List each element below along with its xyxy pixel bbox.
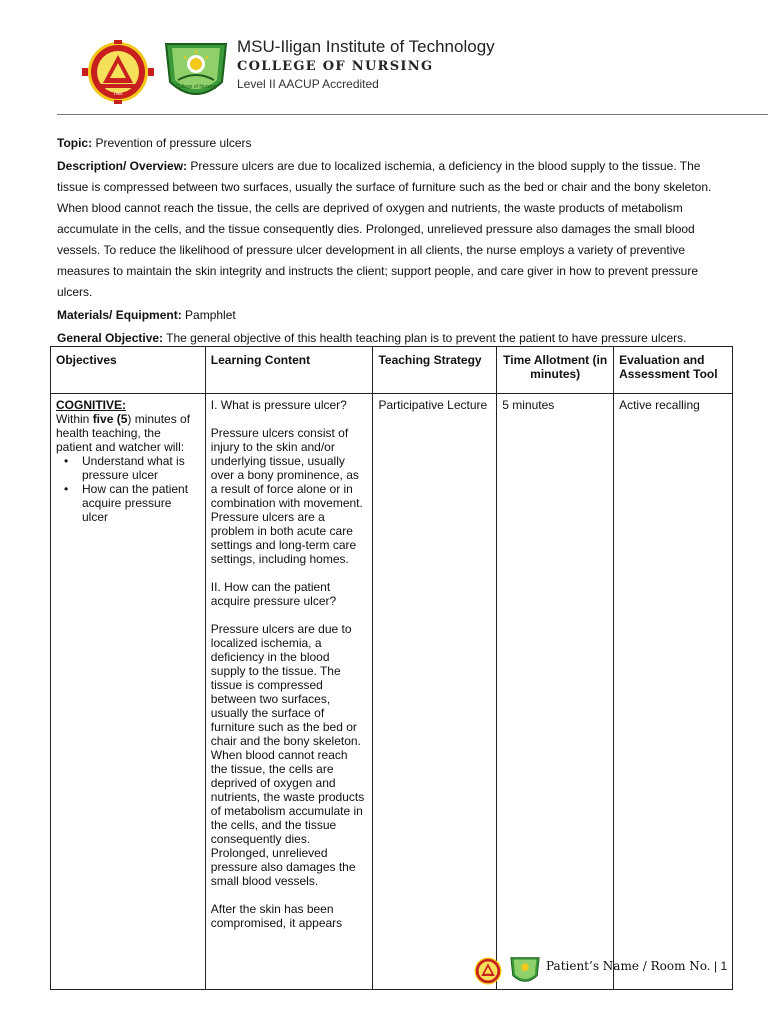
list-item: • Understand what is pressure ulcer [78, 454, 200, 482]
plan-overview [57, 133, 727, 351]
content-heading-1: I. What is pressure ulcer? [210, 398, 347, 412]
header-learning-content: Learning Content [205, 347, 373, 394]
seal-motto-text: College of Nursing [175, 84, 217, 90]
institution-name: MSU-Iligan Institute of Technology [237, 37, 495, 56]
learning-content-cell [205, 394, 373, 990]
header-objectives: Objectives [51, 347, 206, 394]
general-objective-label: General Objective: [57, 331, 164, 345]
objective-intro-pre: Within [56, 412, 90, 426]
content-paragraph-2: Pressure ulcers are due to localized ischemia, a deficiency in the blood supply to the tissue. The tissue is compressed between two surfaces, usually the surface of furniture such as the bed or chair and the bony skeleton. When blood cannot reach the tissue, the cells are deprived of oxygen and nutrients, the waste products of metabolism accumulate in the cells, and the tissue consequently dies. Prolonged, unrelieved pressure also damages the small blood vessels. [210, 622, 365, 888]
objectives-cell [51, 394, 206, 990]
footer-msu-iit-seal-icon [470, 956, 506, 986]
cognitive-label: COGNITIVE: [56, 398, 127, 412]
teaching-plan-table [50, 346, 733, 990]
time-allotment-cell: 5 minutes [497, 394, 614, 990]
footer-patient-label: Patient’s Name / Room No. [546, 959, 711, 973]
page-header [0, 0, 768, 114]
content-heading-2: II. How can the patient acquire pressure ulcer? [210, 580, 337, 608]
teaching-strategy-cell: Participative Lecture [373, 394, 497, 990]
materials-label: Materials/ Equipment: [57, 308, 182, 322]
objective-intro-duration: five (5 [92, 412, 128, 426]
general-objective-value: The general objective of this health teaching plan is to prevent the patient to have pressure ulcers. [166, 331, 687, 345]
description-value: Pressure ulcers are due to localized ischemia, a deficiency in the blood supply to the tissue. The tissue is compressed between two surfaces, usually the surface of furniture such as the bed or chair and the bony skeleton. When blood cannot reach the tissue, the cells are deprived of oxygen and nutrients, the waste products of metabolism accumulate in the cells, and the tissue consequently dies. Prolonged, unrelieved pressure also damages the small blood vessels. To reduce the likelihood of pressure ulcer development in all clients, the nurse employs a variety of preventive measures to maintain the skin integrity and instructs the client; support people, and care giver in how to prevent pressure ulcers. [57, 159, 712, 299]
evaluation-cell: Active recalling [614, 394, 733, 990]
objective-intro [56, 412, 200, 454]
description-label: Description/ Overview: [57, 159, 188, 173]
header-divider [57, 114, 768, 115]
objective-intro-post: ) minutes of health teaching, the patient and watcher will: [56, 412, 191, 454]
page-number: | 1 [714, 959, 728, 973]
college-of-nursing-seal-icon [160, 36, 232, 104]
objective-list [56, 454, 200, 524]
header-teaching-strategy: Teaching Strategy [373, 347, 497, 394]
accreditation-text: Level II AACUP Accredited [237, 77, 379, 91]
college-name: COLLEGE OF NURSING [237, 59, 434, 74]
footer-nursing-seal-icon [508, 954, 542, 986]
header-time-allotment: Time Allotment (in minutes) [497, 347, 614, 394]
header-evaluation-tool: Evaluation and Assessment Tool [614, 347, 733, 394]
topic-line [57, 133, 727, 154]
topic-label: Topic: [57, 136, 93, 150]
seal-year-text: 1968 [113, 91, 123, 96]
table-row [51, 394, 733, 990]
table-header-row [51, 347, 733, 394]
materials-line [57, 305, 727, 326]
msu-iit-seal-icon [78, 40, 158, 104]
list-item: • How can the patient acquire pressure ulcer [78, 482, 200, 524]
description-line [57, 156, 727, 303]
content-paragraph-3: After the skin has been compromised, it appears [210, 902, 343, 930]
topic-value: Prevention of pressure ulcers [95, 136, 252, 150]
content-paragraph-1: Pressure ulcers consist of injury to the skin and/or underlying tissue, usually over a bony prominence, as a result of force alone or in combination with movement. Pressure ulcers are a problem in both acute care settings and long-term care settings, including homes. [210, 426, 363, 566]
materials-value: Pamphlet [185, 308, 236, 322]
